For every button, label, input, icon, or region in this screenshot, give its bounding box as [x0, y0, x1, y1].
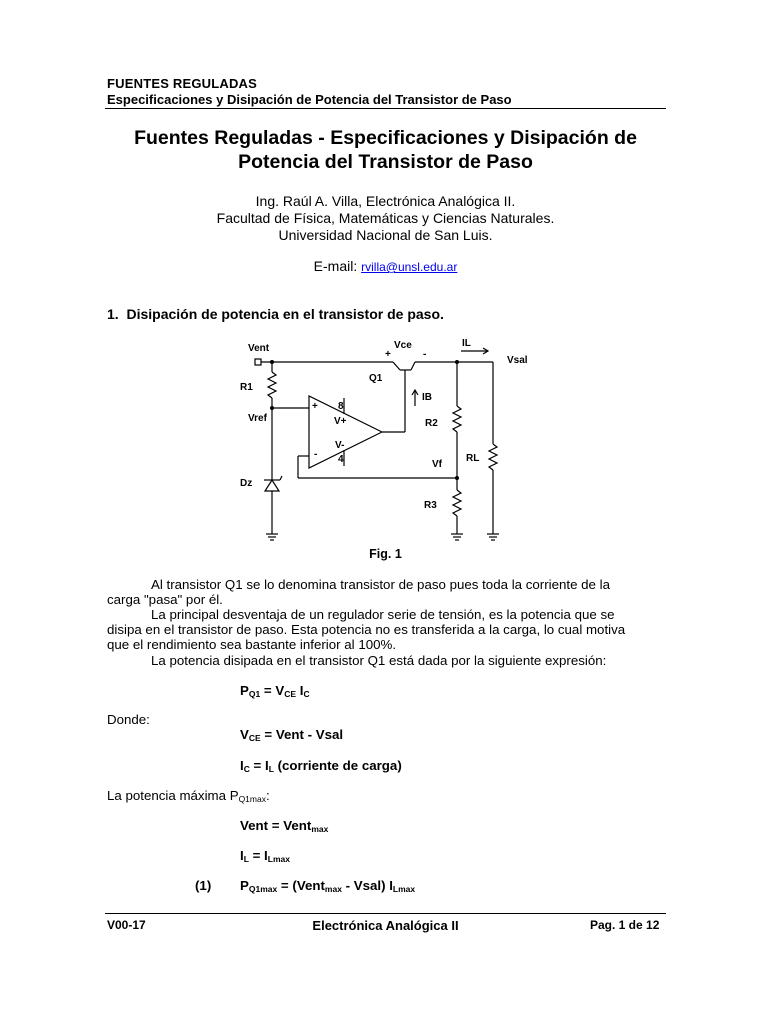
paragraph-2	[107, 607, 667, 652]
footer-rule	[105, 913, 666, 914]
equation-vent-max: Vent = Vent$_{max}$	[240, 818, 329, 834]
label-r3: R3	[424, 500, 437, 511]
email-label: E-mail:	[313, 258, 362, 274]
author-name: Ing. Raúl A. Villa, Electrónica Analógica II.	[255, 193, 516, 209]
paragraph-1	[107, 577, 667, 607]
footer-version: V00-17	[107, 918, 146, 932]
equation-pq1: $P_{Q1} = V_{CE}$ $I_C$	[240, 683, 310, 699]
figure-caption: Fig. 1	[369, 547, 402, 561]
section-title: Disipación de potencia en el transistor de paso.	[126, 306, 444, 322]
label-r1: R1	[240, 382, 253, 393]
label-dz: Dz	[240, 478, 253, 489]
equation-number-1: (1)	[195, 878, 212, 893]
label-opamp-minus: -	[314, 449, 318, 460]
footer-course: Electrónica Analógica II	[312, 918, 459, 933]
label-r2: R2	[425, 418, 438, 429]
label-vminus: V-	[335, 440, 345, 451]
label-plus: +	[385, 349, 391, 360]
running-header-title: FUENTES REGULADAS	[107, 76, 258, 91]
label-vsal: Vsal	[507, 355, 528, 366]
label-pin-8: 8	[338, 401, 344, 412]
footer-page-number: Pag. 1 de 12	[590, 918, 660, 932]
label-il: IL	[462, 338, 471, 349]
label-vref: Vref	[248, 413, 267, 424]
label-ib: IB	[422, 392, 432, 403]
label-opamp-plus: +	[312, 401, 318, 412]
label-vent: Vent	[248, 343, 270, 354]
paragraph-3	[107, 653, 667, 668]
paragraph-2-line-2: disipa en el transistor de paso. Esta potencia no es transferida a la carga, lo cual motiva	[107, 622, 626, 637]
donde-label: Donde:	[107, 712, 150, 727]
label-pin-4: 4	[338, 454, 344, 465]
paragraph-3-line-1: La potencia disipada en el transistor Q1 está dada por la siguiente expresión:	[151, 653, 607, 668]
regulator-circuit-diagram	[230, 334, 528, 544]
max-power-intro: La potencia máxima $P_{Q1max}$:	[107, 788, 270, 804]
paragraph-1-line-1: Al transistor Q1 se lo denomina transistor de paso pues toda la corriente de la	[151, 577, 610, 592]
email-line	[105, 258, 666, 274]
title-line-1: Fuentes Reguladas - Especificaciones y Disipación de	[134, 127, 637, 149]
label-rl: RL	[466, 453, 480, 464]
author-university: Universidad Nacional de San Luis.	[278, 227, 493, 243]
label-vf: Vf	[432, 459, 442, 470]
equation-ic: $I_C = I_L$ (corriente de carga)	[240, 758, 402, 774]
label-vplus: V+	[334, 416, 347, 427]
email-link[interactable]: rvilla@unsl.edu.ar	[361, 260, 458, 274]
label-q1: Q1	[369, 373, 383, 384]
paragraph-2-line-3: que el rendimiento sea bastante inferior al 100%.	[107, 637, 397, 652]
paragraph-1-line-2: carga "pasa" por él.	[107, 592, 223, 607]
author-faculty: Facultad de Física, Matemáticas y Ciencias Naturales.	[216, 210, 555, 226]
vent-terminal	[255, 359, 261, 365]
title-line-2: Potencia del Transistor de Paso	[238, 151, 533, 173]
document-title	[105, 126, 666, 174]
equation-il-max: $I_L = I_{Lmax}$	[240, 848, 290, 864]
paragraph-2-line-1: La principal desventaja de un regulador serie de tensión, es la potencia que se	[151, 607, 615, 622]
section-number: 1.	[107, 306, 119, 322]
label-vce: Vce	[394, 340, 412, 351]
header-rule	[105, 108, 666, 109]
running-header-subtitle: Especificaciones y Disipación de Potencia del Transistor de Paso	[107, 92, 512, 107]
equation-pq1-max: $P_{Q1max}$ = (Vent$_{max}$ - Vsal) $I_{Lmax}$	[240, 878, 416, 894]
equation-vce: $V_{CE}$ = Vent - Vsal	[240, 727, 344, 743]
label-minus: -	[423, 349, 427, 360]
section-heading	[107, 306, 444, 322]
